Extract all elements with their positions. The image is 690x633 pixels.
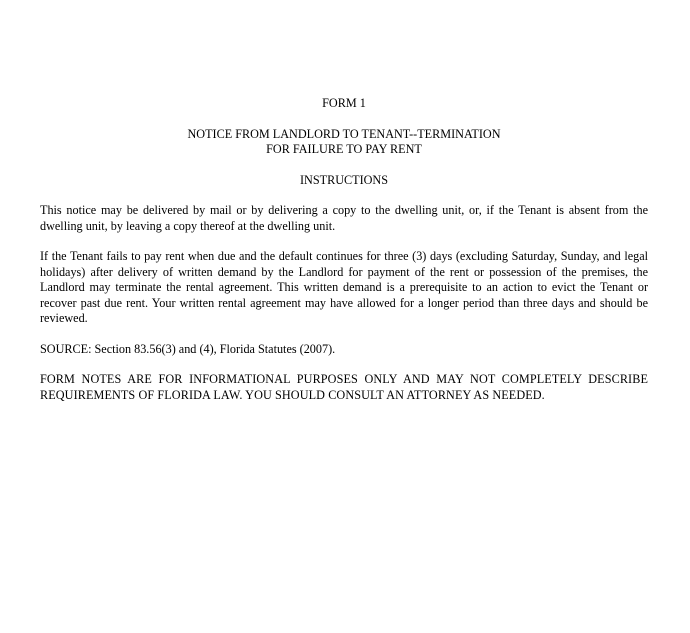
notice-title-line-2: FOR FAILURE TO PAY RENT [266, 142, 422, 156]
default-paragraph: If the Tenant fails to pay rent when due and the default continues for three (3) days (excluding Saturday, Sunday, and legal holidays) after delivery of written demand by the Landlord for payment of the rent or possession of the premises, the Landlord may terminate the rental agreement. This written demand is a prerequisite to an action to evict the Tenant or recover past due rent. Your written rental agreement may have allowed for a longer period than three days and should be reviewed. [40, 249, 648, 325]
notice-title [40, 127, 648, 158]
document-body [40, 96, 648, 403]
source-citation: SOURCE: Section 83.56(3) and (4), Florida Statutes (2007). [40, 341, 336, 356]
notice-title-line-1: NOTICE FROM LANDLORD TO TENANT--TERMINATION [187, 126, 501, 141]
delivery-paragraph: This notice may be delivered by mail or by delivering a copy to the dwelling unit, or, if the Tenant is absent from the dwelling unit, by leaving a copy thereof at the dwelling unit. [40, 203, 648, 233]
instructions-heading: INSTRUCTIONS [299, 172, 389, 187]
form-number: FORM 1 [322, 96, 366, 110]
form-notes: FORM NOTES ARE FOR INFORMATIONAL PURPOSES ONLY AND MAY NOT COMPLETELY DESCRIBE REQUIREMENTS OF FLORIDA LAW. YOU SHOULD CONSULT AN ATTORNEY AS NEEDED. [40, 372, 648, 402]
